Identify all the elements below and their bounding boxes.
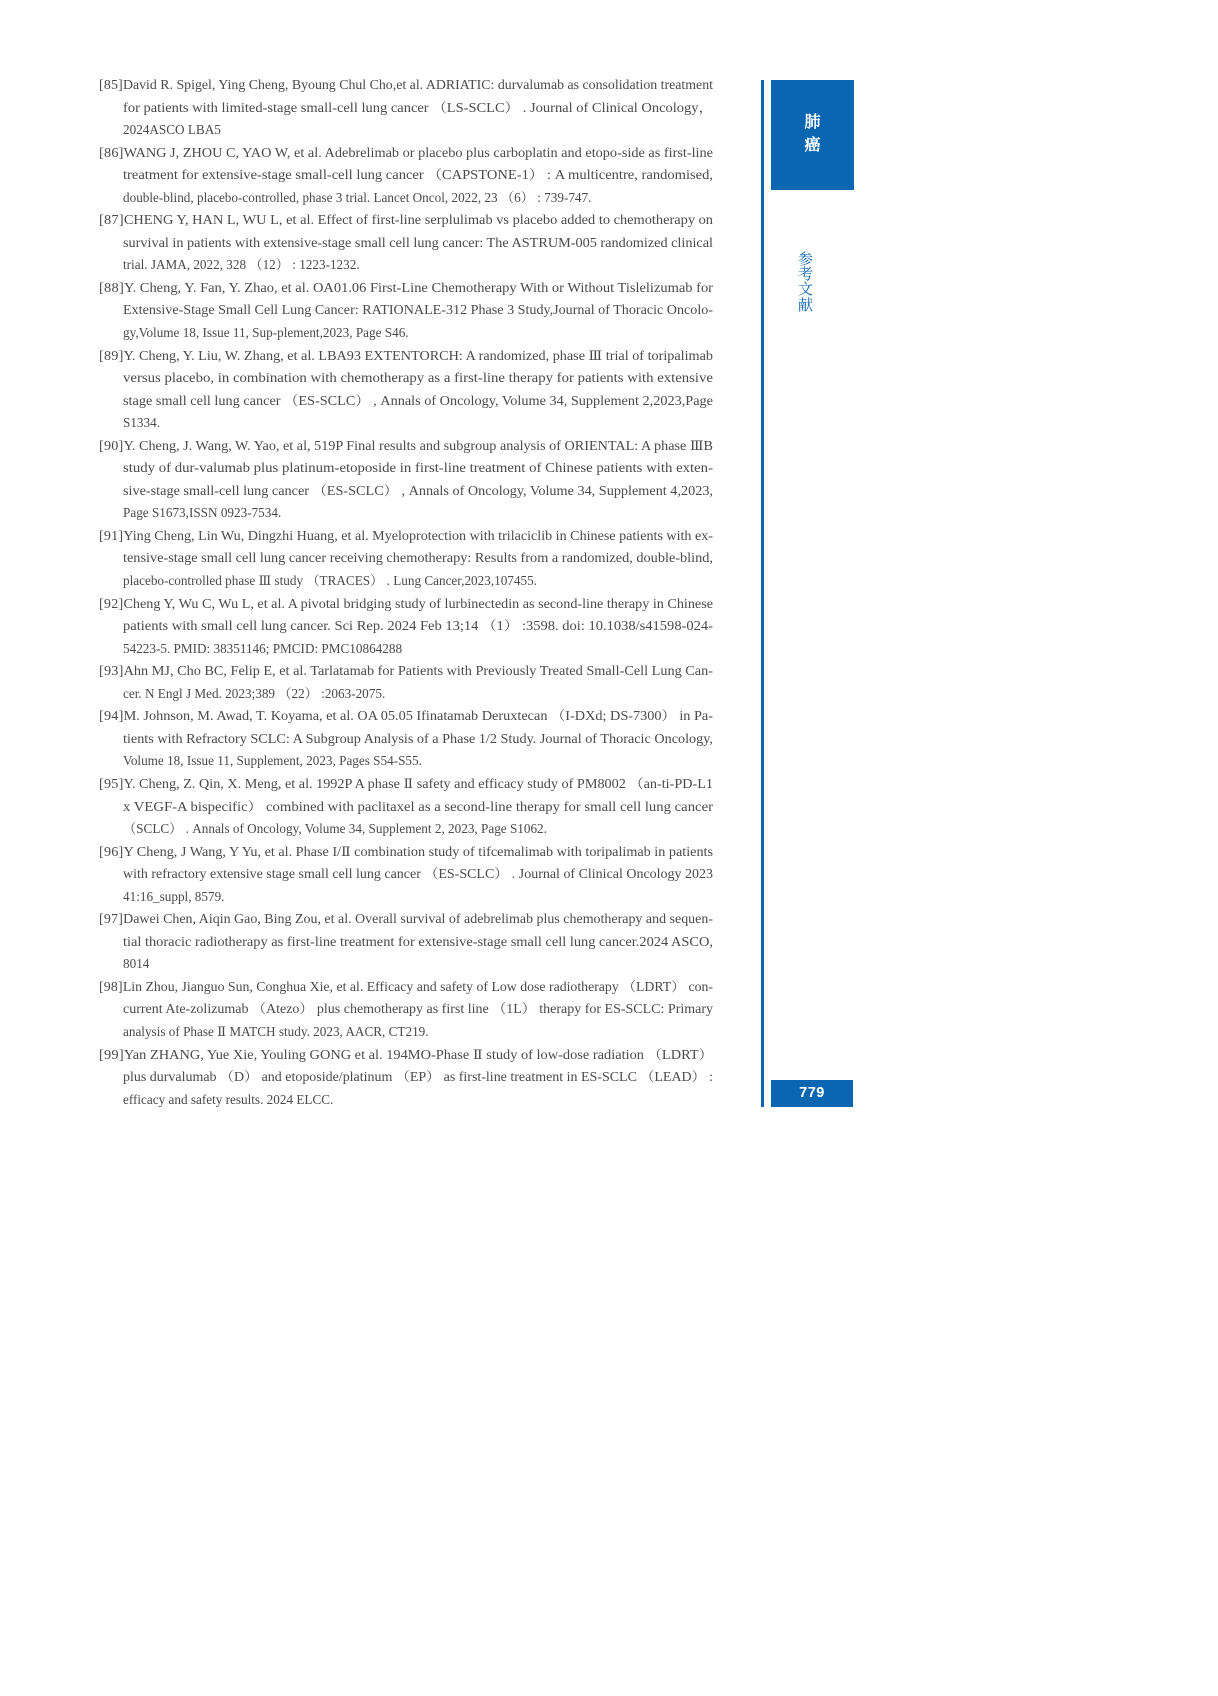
reference-item: [99, 1044, 713, 1112]
reference-line: plus durvalumab （D） and etoposide/platinum （EP） as first-line treatment in ES-SCLC （LEAD） :: [123, 1069, 713, 1085]
reference-id: [99]: [99, 1046, 124, 1062]
reference-line: Extensive-Stage Small Cell Lung Cancer: RATIONALE-312 Phase 3 Study,Journal of Thoracic Oncolo-: [123, 302, 713, 318]
reference-line: study of dur-valumab plus platinum-etoposide in first-line treatment of Chinese patients with exten-: [123, 460, 713, 476]
reference-id: [92]: [99, 595, 124, 611]
reference-line: patients with small cell lung cancer. Sci Rep. 2024 Feb 13;14 （1） :3598. doi: 10.1038/s41598-024-: [123, 618, 713, 634]
reference-id: [86]: [99, 144, 124, 160]
reference-item: [99, 525, 713, 593]
reference-line: sive-stage small-cell lung cancer （ES-SCLC） , Annals of Oncology, Volume 34, Supplement 4,2023,: [123, 482, 713, 498]
reference-item: [99, 277, 713, 345]
reference-item: [99, 773, 713, 841]
reference-line: 41:16_suppl, 8579.: [123, 888, 225, 904]
reference-line: tients with Refractory SCLC: A Subgroup Analysis of a Phase 1/2 Study. Journal of Thoracic Oncology,: [123, 730, 713, 746]
reference-item: [99, 660, 713, 705]
reference-id: [94]: [99, 708, 124, 724]
reference-id: [96]: [99, 843, 124, 859]
reference-line: [94]M. Johnson, M. Awad, T. Koyama, et al. OA 05.05 Ifinatamab Deruxtecan （I-DXd; DS-7300） in Pa-: [99, 708, 714, 724]
reference-line: efficacy and safety results. 2024 ELCC.: [123, 1091, 334, 1107]
reference-line: versus placebo, in combination with chemotherapy as a first-line therapy for patients with extensive: [123, 370, 713, 386]
reference-id: [85]: [99, 77, 123, 92]
reference-line: gy,Volume 18, Issue 11, Sup-plement,2023, Page S46.: [123, 325, 409, 341]
reference-line: Page S1673,ISSN 0923-7534.: [123, 505, 282, 521]
reference-id: [89]: [99, 347, 124, 363]
reference-line: with refractory extensive stage small cell lung cancer （ES-SCLC） . Journal of Clinical Oncology 2023: [123, 866, 713, 882]
reference-line: analysis of Phase Ⅱ MATCH study. 2023, AACR, CT219.: [123, 1023, 429, 1039]
reference-line: 8014: [123, 956, 150, 972]
reference-line: [99]Yan ZHANG, Yue Xie, Youling GONG et al. 194MO-Phase Ⅱ study of low-dose radiation （LDRT）: [99, 1046, 713, 1062]
reference-line: [86]WANG J, ZHOU C, YAO W, et al. Adebrelimab or placebo plus carboplatin and etopo-side as first-line: [99, 144, 713, 160]
reference-line: 2024ASCO LBA5: [123, 122, 221, 138]
reference-id: [87]: [99, 212, 124, 228]
reference-line: cer. N Engl J Med. 2023;389 （22） :2063-2075.: [123, 685, 386, 701]
section-label: 参考文献: [797, 251, 813, 314]
reference-line: [88]Y. Cheng, Y. Fan, Y. Zhao, et al. OA01.06 First-Line Chemotherapy With or Without Tislelizumab for: [99, 279, 713, 295]
reference-line: for patients with limited-stage small-cell lung cancer （LS-SCLC） . Journal of Clinical Oncology，: [123, 99, 713, 115]
reference-line: placebo-controlled phase Ⅲ study （TRACES） . Lung Cancer,2023,107455.: [123, 573, 537, 589]
reference-line: [91]Ying Cheng, Lin Wu, Dingzhi Huang, et al. Myeloprotection with trilaciclib in Chinese patients with ex-: [99, 527, 713, 543]
reference-item: [99, 345, 713, 435]
reference-id: [93]: [99, 663, 124, 679]
reference-line: trial. JAMA, 2022, 328 （12） : 1223-1232.: [123, 257, 360, 273]
reference-item: [99, 705, 713, 773]
page-number: 779: [799, 1085, 825, 1101]
reference-line: [93]Ahn MJ, Cho BC, Felip E, et al. Tarlatamab for Patients with Previously Treated Small-Cell Lung Can-: [99, 663, 713, 679]
reference-line: [85]David R. Spigel, Ying Cheng, Byoung Chul Cho,et al. ADRIATIC: durvalumab as consolidation treatment: [99, 77, 714, 92]
reference-item: [99, 74, 713, 142]
reference-line: treatment for extensive-stage small-cell lung cancer （CAPSTONE-1） : A multicentre, randomised,: [123, 167, 713, 183]
reference-line: tial thoracic radiotherapy as first-line treatment for extensive-stage small cell lung cancer.2024 ASCO,: [123, 933, 713, 949]
reference-item: [99, 976, 713, 1044]
reference-id: [91]: [99, 527, 124, 543]
reference-line: 54223-5. PMID: 38351146; PMCID: PMC10864288: [123, 640, 403, 656]
reference-line: [96]Y Cheng, J Wang, Y Yu, et al. Phase I/Ⅱ combination study of tifcemalimab with toripalimab in patients: [99, 843, 713, 859]
sidebar-rule: [761, 80, 764, 1107]
reference-line: [95]Y. Cheng, Z. Qin, X. Meng, et al. 1992P A phase Ⅱ safety and efficacy study of PM8002 （an-ti-PD-L1: [99, 775, 713, 791]
reference-id: [90]: [99, 437, 124, 453]
reference-item: [99, 142, 713, 210]
reference-id: [95]: [99, 775, 124, 791]
reference-id: [98]: [99, 978, 123, 994]
reference-line: （SCLC） . Annals of Oncology, Volume 34, Supplement 2, 2023, Page S1062.: [123, 821, 547, 837]
reference-line: x VEGF-A bispecific） combined with paclitaxel as a second-line therapy for small cell lung cancer: [123, 798, 713, 814]
reference-line: [90]Y. Cheng, J. Wang, W. Yao, et al, 519P Final results and subgroup analysis of ORIENTAL: A phase ⅢB: [99, 437, 713, 453]
chapter-tab-label: 肺癌: [804, 114, 821, 154]
reference-line: S1334.: [123, 415, 161, 431]
reference-line: current Ate-zolizumab （Atezo） plus chemotherapy as first line （1L） therapy for ES-SCLC: Primary: [123, 1001, 713, 1017]
page-number-badge: [771, 1080, 853, 1107]
reference-line: stage small cell lung cancer （ES-SCLC） , Annals of Oncology, Volume 34, Supplement 2,2023,Page: [123, 392, 713, 408]
reference-item: [99, 209, 713, 277]
reference-line: Volume 18, Issue 11, Supplement, 2023, Pages S54-S55.: [123, 753, 422, 769]
reference-line: tensive-stage small cell lung cancer receiving chemotherapy: Results from a randomized, double-blind,: [123, 550, 713, 566]
reference-list: [99, 74, 713, 1111]
reference-line: [89]Y. Cheng, Y. Liu, W. Zhang, et al. LBA93 EXTENTORCH: A randomized, phase Ⅲ trial of toripalimab: [99, 347, 713, 363]
reference-line: [98]Lin Zhou, Jianguo Sun, Conghua Xie, et al. Efficacy and safety of Low dose radiotherapy （LDRT） con-: [99, 978, 713, 994]
chapter-tab: [771, 80, 854, 190]
reference-line: [97]Dawei Chen, Aiqin Gao, Bing Zou, et al. Overall survival of adebrelimab plus chemotherapy and sequen-: [99, 911, 713, 927]
reference-id: [88]: [99, 279, 124, 295]
reference-line: survival in patients with extensive-stage small cell lung cancer: The ASTRUM-005 randomized clinical: [123, 234, 713, 250]
reference-line: [87]CHENG Y, HAN L, WU L, et al. Effect of first-line serplulimab vs placebo added to chemotherapy on: [99, 212, 714, 228]
reference-item: [99, 908, 713, 976]
reference-item: [99, 841, 713, 909]
reference-item: [99, 593, 713, 661]
reference-item: [99, 435, 713, 525]
reference-line: [92]Cheng Y, Wu C, Wu L, et al. A pivotal bridging study of lurbinectedin as second-line therapy in Chinese: [99, 595, 713, 611]
reference-line: double-blind, placebo-controlled, phase 3 trial. Lancet Oncol, 2022, 23 （6） : 739-747.: [123, 189, 592, 205]
reference-id: [97]: [99, 911, 124, 927]
